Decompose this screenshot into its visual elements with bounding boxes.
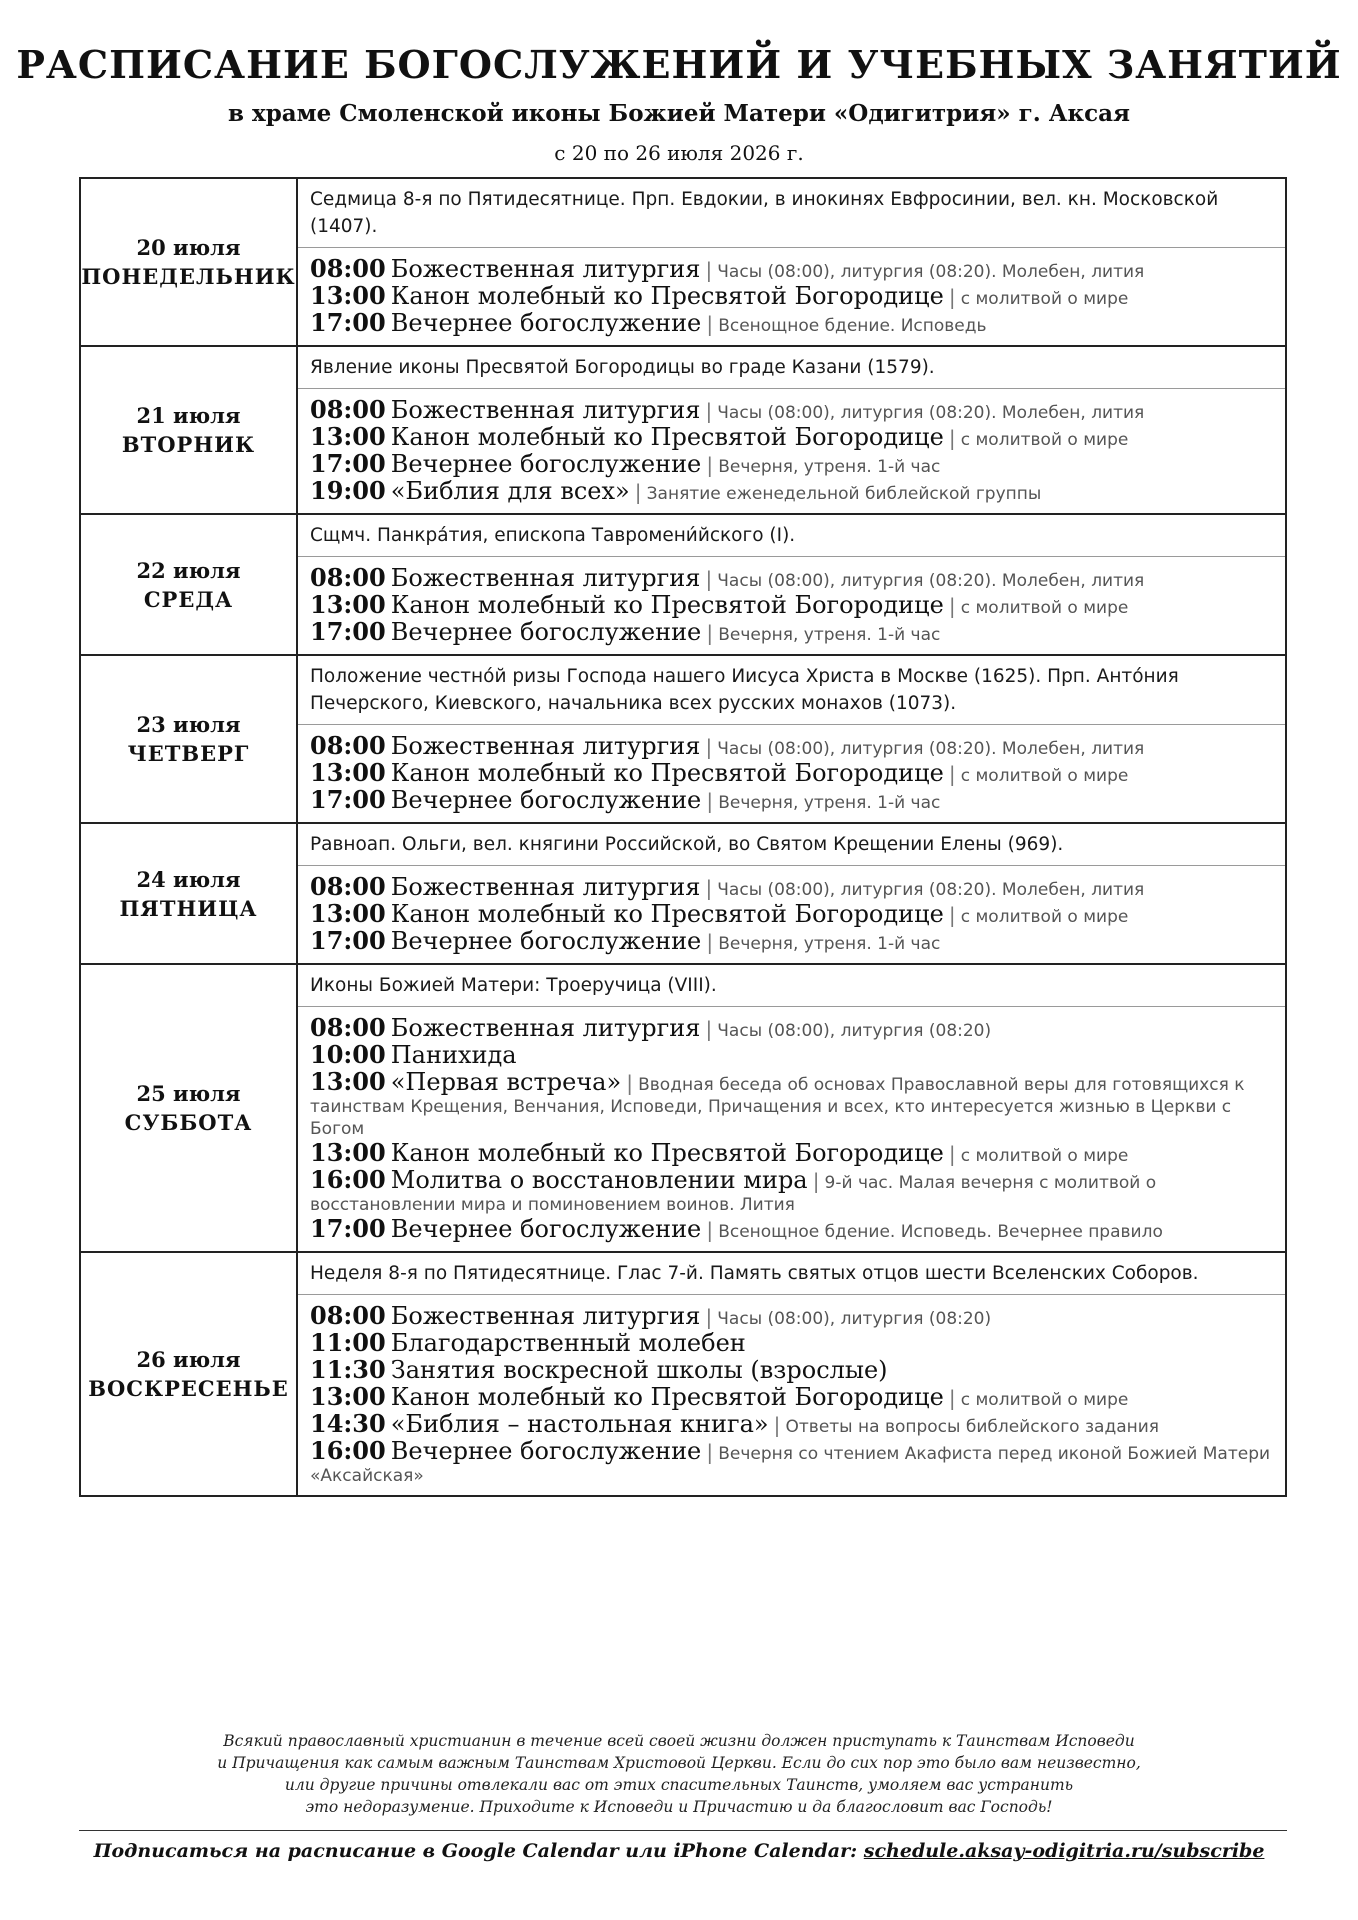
event-time: 08:00 bbox=[310, 731, 386, 760]
event-name: Божественная литургия bbox=[390, 873, 701, 901]
event-item bbox=[310, 254, 1273, 283]
event-separator: | bbox=[948, 1386, 956, 1410]
event-note: с молитвой о мире bbox=[960, 289, 1129, 309]
event-time: 19:00 bbox=[310, 476, 386, 505]
day-row bbox=[80, 964, 1286, 1252]
feast-description: Равноап. Ольги, вел. княгини Российской, во Святом Крещении Елены (969). bbox=[298, 824, 1285, 866]
day-row bbox=[80, 823, 1286, 964]
page-title: РАСПИСАНИЕ БОГОСЛУЖЕНИЙ И УЧЕБНЫХ ЗАНЯТИЙ bbox=[16, 42, 1342, 87]
event-note: Часы (08:00), литургия (08:20). Молебен, лития bbox=[717, 571, 1145, 591]
event-item bbox=[310, 872, 1273, 901]
event-name: Канон молебный ко Пресвятой Богородице bbox=[390, 423, 944, 451]
event-note: Часы (08:00), литургия (08:20). Молебен, лития bbox=[717, 739, 1145, 759]
feast-description: Неделя 8-я по Пятидесятнице. Глас 7-й. Память святых отцов шести Вселенских Соборов. bbox=[298, 1253, 1285, 1295]
event-item bbox=[310, 1328, 1273, 1357]
day-date: 26 июля bbox=[136, 1347, 241, 1372]
event-separator: | bbox=[705, 399, 713, 423]
event-separator: | bbox=[705, 567, 713, 591]
event-name: «Библия – настольная книга» bbox=[390, 1410, 769, 1438]
event-separator: | bbox=[626, 1071, 634, 1095]
event-time: 08:00 bbox=[310, 563, 386, 592]
event-item bbox=[310, 563, 1273, 592]
event-note: Часы (08:00), литургия (08:20). Молебен, лития bbox=[717, 403, 1145, 423]
day-date: 24 июля bbox=[136, 866, 241, 892]
day-row bbox=[80, 1252, 1286, 1496]
day-cell bbox=[80, 823, 297, 964]
event-name: Канон молебный ко Пресвятой Богородице bbox=[390, 591, 944, 619]
day-info-cell bbox=[297, 823, 1286, 964]
day-info-cell bbox=[297, 964, 1286, 1252]
event-time: 08:00 bbox=[310, 1301, 386, 1330]
footer-line: и Причащения как самым важным Таинствам Христовой Церкви. Если до сих пор это было вам неизвестно, bbox=[217, 1754, 1141, 1772]
event-time: 10:00 bbox=[310, 1040, 386, 1069]
event-note: Вечерня, утреня. 1-й час bbox=[718, 625, 941, 645]
event-list bbox=[298, 1007, 1285, 1251]
event-name: «Первая встреча» bbox=[390, 1068, 622, 1096]
footer-line: Всякий православный христианин в течение всей своей жизни должен приступать к Таинствам Исповеди bbox=[223, 1732, 1135, 1750]
event-time: 16:00 bbox=[310, 1165, 386, 1194]
event-separator: | bbox=[706, 453, 714, 477]
date-range: с 20 по 26 июля 2026 г. bbox=[554, 141, 804, 165]
day-date: 20 июля bbox=[136, 235, 241, 260]
event-item bbox=[310, 1013, 1273, 1042]
event-separator: | bbox=[773, 1413, 781, 1437]
event-item bbox=[310, 476, 1273, 505]
event-time: 08:00 bbox=[310, 872, 386, 901]
event-time: 08:00 bbox=[310, 1013, 386, 1042]
event-separator: | bbox=[948, 285, 956, 309]
event-name: Вечернее богослужение bbox=[390, 618, 702, 646]
day-weekday: СУББОТА bbox=[124, 1110, 253, 1135]
event-list bbox=[298, 866, 1285, 963]
event-name: «Библия для всех» bbox=[390, 477, 630, 505]
event-item bbox=[310, 731, 1273, 760]
event-separator: | bbox=[948, 426, 956, 450]
event-name: Благодарственный молебен bbox=[390, 1329, 746, 1357]
day-cell bbox=[80, 514, 297, 655]
event-time: 11:30 bbox=[310, 1355, 386, 1384]
event-list bbox=[298, 1295, 1285, 1495]
day-weekday: ВОСКРЕСЕНЬЕ bbox=[88, 1376, 289, 1401]
event-name: Канон молебный ко Пресвятой Богородице bbox=[390, 759, 944, 787]
event-item bbox=[310, 308, 1273, 337]
event-list bbox=[298, 389, 1285, 513]
day-date: 22 июля bbox=[136, 557, 241, 583]
event-note: Вводная беседа об основах Православной веры для готовящихся к таинствам Крещения, Венчания, Исповеди, Причащения и всех, кто интересуется жизнью в Церкви с Богом bbox=[310, 1075, 1245, 1139]
footer-line: или другие причины отвлекали вас от этих спасительных Таинств, умоляем вас устранить bbox=[284, 1776, 1074, 1794]
day-cell bbox=[80, 964, 297, 1252]
event-item bbox=[310, 1355, 1273, 1384]
day-info-cell bbox=[297, 178, 1286, 346]
event-note: Часы (08:00), литургия (08:20). Молебен, лития bbox=[717, 880, 1145, 900]
event-time: 13:00 bbox=[310, 1382, 386, 1411]
feast-description: Иконы Божией Матери: Троеручица (VIII). bbox=[298, 965, 1285, 1007]
event-separator: | bbox=[706, 789, 714, 813]
event-time: 17:00 bbox=[310, 926, 386, 955]
event-item bbox=[310, 1067, 1273, 1140]
event-separator: | bbox=[706, 312, 714, 336]
schedule-table bbox=[79, 177, 1287, 1497]
event-time: 13:00 bbox=[310, 1138, 386, 1167]
event-note: Всенощное бдение. Исповедь. Вечернее правило bbox=[718, 1222, 1163, 1242]
event-note: Занятие еженедельной библейской группы bbox=[646, 484, 1042, 504]
day-weekday: ПЯТНИЦА bbox=[119, 895, 258, 921]
event-name: Божественная литургия bbox=[390, 564, 701, 592]
day-date: 25 июля bbox=[136, 1081, 241, 1106]
event-time: 13:00 bbox=[310, 899, 386, 928]
footer-divider bbox=[79, 1830, 1287, 1831]
day-row bbox=[80, 514, 1286, 655]
day-cell bbox=[80, 1252, 297, 1496]
event-separator: | bbox=[706, 621, 714, 645]
event-time: 08:00 bbox=[310, 254, 386, 283]
event-list bbox=[298, 725, 1285, 822]
day-info-cell bbox=[297, 1252, 1286, 1496]
day-info-cell bbox=[297, 514, 1286, 655]
event-item bbox=[310, 785, 1273, 814]
event-item bbox=[310, 590, 1273, 619]
event-name: Божественная литургия bbox=[390, 396, 701, 424]
event-item bbox=[310, 926, 1273, 955]
event-note: с молитвой о мире bbox=[960, 907, 1129, 927]
event-list bbox=[298, 557, 1285, 654]
event-note: с молитвой о мире bbox=[960, 1146, 1129, 1166]
event-separator: | bbox=[705, 735, 713, 759]
footer-note bbox=[200, 1730, 1158, 1818]
event-item bbox=[310, 1040, 1273, 1069]
event-note: Часы (08:00), литургия (08:20) bbox=[717, 1021, 992, 1041]
event-time: 17:00 bbox=[310, 617, 386, 646]
day-cell bbox=[80, 178, 297, 346]
event-item bbox=[310, 1382, 1273, 1411]
event-name: Канон молебный ко Пресвятой Богородице bbox=[390, 282, 944, 310]
event-time: 13:00 bbox=[310, 1067, 386, 1096]
event-item bbox=[310, 758, 1273, 787]
event-separator: | bbox=[634, 480, 642, 504]
day-cell bbox=[80, 346, 297, 514]
event-time: 11:00 bbox=[310, 1328, 386, 1357]
footer-line: это недоразумение. Приходите к Исповеди и Причастию и да благословит вас Господь! bbox=[305, 1798, 1053, 1816]
event-time: 16:00 bbox=[310, 1436, 386, 1465]
event-note: Вечерня, утреня. 1-й час bbox=[718, 793, 941, 813]
day-weekday: ВТОРНИК bbox=[121, 432, 256, 457]
event-time: 17:00 bbox=[310, 1214, 386, 1243]
event-item bbox=[310, 1138, 1273, 1167]
event-item bbox=[310, 422, 1273, 451]
event-note: с молитвой о мире bbox=[960, 1390, 1129, 1410]
feast-description: Сщмч. Панкра́тия, епископа Тавромени́йского (I). bbox=[298, 515, 1285, 557]
event-item bbox=[310, 1165, 1273, 1216]
day-weekday: ЧЕТВЕРГ bbox=[127, 741, 250, 766]
event-name: Вечернее богослужение bbox=[390, 450, 702, 478]
event-note: с молитвой о мире bbox=[960, 766, 1129, 786]
event-time: 13:00 bbox=[310, 590, 386, 619]
event-separator: | bbox=[705, 1017, 713, 1041]
event-name: Божественная литургия bbox=[390, 1014, 701, 1042]
event-separator: | bbox=[705, 258, 713, 282]
event-item bbox=[310, 1436, 1273, 1487]
event-name: Панихида bbox=[390, 1041, 517, 1069]
day-row bbox=[80, 655, 1286, 823]
event-note: Вечерня, утреня. 1-й час bbox=[718, 457, 941, 477]
event-name: Канон молебный ко Пресвятой Богородице bbox=[390, 1383, 944, 1411]
day-info-cell bbox=[297, 346, 1286, 514]
event-time: 08:00 bbox=[310, 395, 386, 424]
event-name: Канон молебный ко Пресвятой Богородице bbox=[390, 1139, 944, 1167]
event-name: Вечернее богослужение bbox=[390, 1215, 702, 1243]
day-weekday: СРЕДА bbox=[143, 586, 234, 612]
day-info-cell bbox=[297, 655, 1286, 823]
event-name: Вечернее богослужение bbox=[390, 786, 702, 814]
event-time: 14:30 bbox=[310, 1409, 386, 1438]
event-name: Вечернее богослужение bbox=[390, 309, 702, 337]
event-time: 13:00 bbox=[310, 758, 386, 787]
event-name: Вечернее богослужение bbox=[390, 1437, 702, 1465]
subscribe-link[interactable]: schedule.aksay-odigitria.ru/subscribe bbox=[863, 1840, 1265, 1862]
feast-description: Явление иконы Пресвятой Богородицы во граде Казани (1579). bbox=[298, 347, 1285, 389]
event-separator: | bbox=[948, 594, 956, 618]
event-name: Божественная литургия bbox=[390, 255, 701, 283]
event-item bbox=[310, 1301, 1273, 1330]
event-time: 17:00 bbox=[310, 308, 386, 337]
event-item bbox=[310, 395, 1273, 424]
day-row bbox=[80, 178, 1286, 346]
event-note: 9-й час. Малая вечерня с молитвой о восстановлении мира и поминовением воинов. Лития bbox=[310, 1173, 1157, 1215]
event-name: Молитва о восстановлении мира bbox=[390, 1166, 808, 1194]
event-name: Вечернее богослужение bbox=[390, 927, 702, 955]
event-separator: | bbox=[948, 1142, 956, 1166]
event-name: Божественная литургия bbox=[390, 1302, 701, 1330]
page-subtitle: в храме Смоленской иконы Божией Матери «Одигитрия» г. Аксая bbox=[228, 100, 1130, 127]
event-item bbox=[310, 281, 1273, 310]
event-note: с молитвой о мире bbox=[960, 598, 1129, 618]
day-date: 23 июля bbox=[136, 712, 241, 737]
event-item bbox=[310, 1214, 1273, 1243]
feast-description: Положение честно́й ризы Господа нашего Иисуса Христа в Москве (1625). Прп. Анто́ния Печерского, Киевского, начальника всех русских монахов (1073). bbox=[298, 656, 1285, 725]
event-separator: | bbox=[948, 903, 956, 927]
event-item bbox=[310, 617, 1273, 646]
event-time: 13:00 bbox=[310, 422, 386, 451]
event-separator: | bbox=[706, 930, 714, 954]
subscribe-text: Подписаться на расписание в Google Calendar или iPhone Calendar: bbox=[93, 1840, 858, 1862]
event-separator: | bbox=[706, 1440, 714, 1464]
day-cell bbox=[80, 655, 297, 823]
event-time: 17:00 bbox=[310, 785, 386, 814]
event-note: Вечерня со чтением Акафиста перед иконой Божией Матери «Аксайская» bbox=[310, 1444, 1271, 1486]
day-row bbox=[80, 346, 1286, 514]
event-note: Часы (08:00), литургия (08:20). Молебен, лития bbox=[717, 262, 1145, 282]
event-time: 13:00 bbox=[310, 281, 386, 310]
subscribe-line bbox=[0, 1840, 1358, 1862]
event-note: Ответы на вопросы библейского задания bbox=[785, 1417, 1160, 1437]
event-separator: | bbox=[706, 1218, 714, 1242]
event-list bbox=[298, 248, 1285, 345]
event-note: Вечерня, утреня. 1-й час bbox=[718, 934, 941, 954]
event-name: Божественная литургия bbox=[390, 732, 701, 760]
event-item bbox=[310, 449, 1273, 478]
event-time: 17:00 bbox=[310, 449, 386, 478]
event-separator: | bbox=[705, 1305, 713, 1329]
day-date: 21 июля bbox=[136, 403, 241, 428]
event-item bbox=[310, 899, 1273, 928]
event-name: Занятия воскресной школы (взрослые) bbox=[390, 1356, 888, 1384]
event-note: Всенощное бдение. Исповедь bbox=[718, 316, 987, 336]
day-weekday: ПОНЕДЕЛЬНИК bbox=[81, 264, 296, 289]
feast-description: Седмица 8-я по Пятидесятнице. Прп. Евдокии, в инокинях Евфросинии, вел. кн. Московской (1407). bbox=[298, 179, 1285, 248]
event-separator: | bbox=[705, 876, 713, 900]
event-item bbox=[310, 1409, 1273, 1438]
event-note: Часы (08:00), литургия (08:20) bbox=[717, 1309, 992, 1329]
event-note: с молитвой о мире bbox=[960, 430, 1129, 450]
event-name: Канон молебный ко Пресвятой Богородице bbox=[390, 900, 944, 928]
event-separator: | bbox=[812, 1169, 820, 1193]
event-separator: | bbox=[948, 762, 956, 786]
